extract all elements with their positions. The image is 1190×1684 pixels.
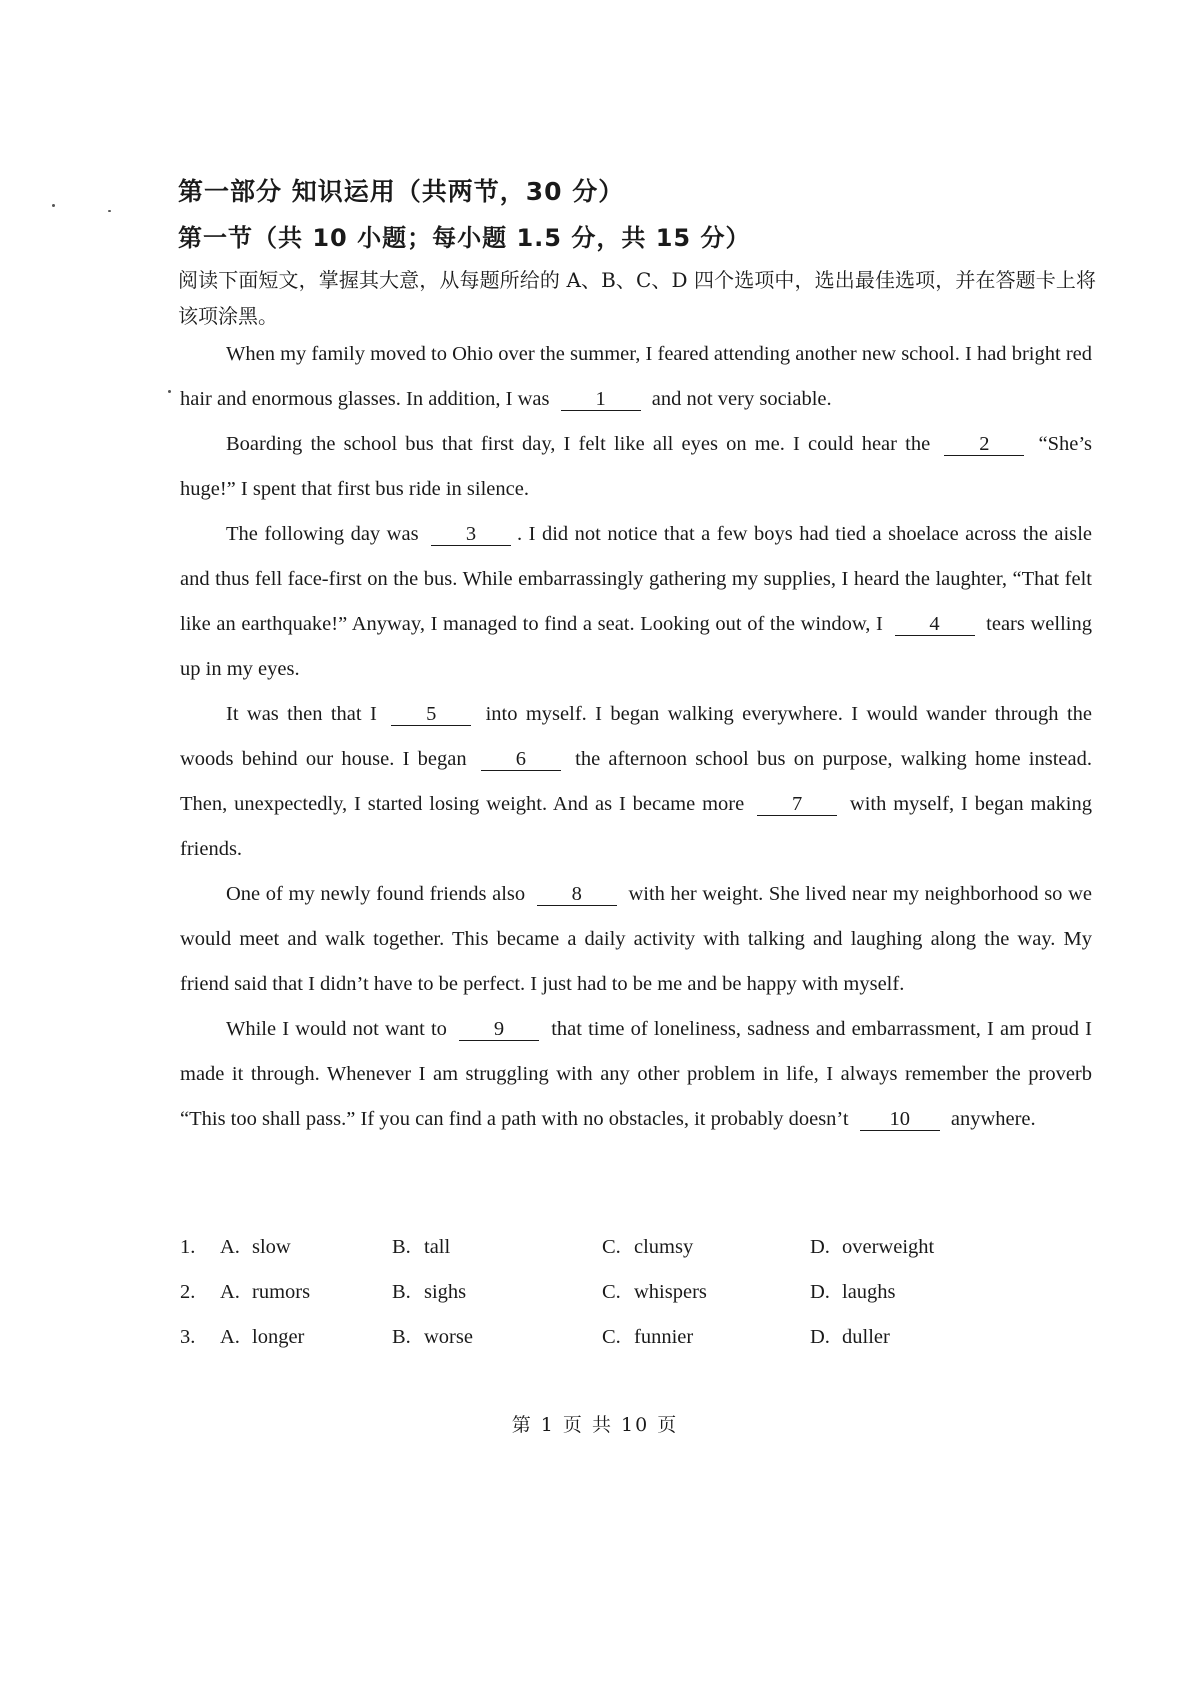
passage-text: It was then that I (226, 703, 386, 725)
blank-3: 3 (431, 523, 511, 546)
option-b (392, 1326, 473, 1349)
passage-text: When my family moved to Ohio over the summer, I feared attending another new school. I had bright red hair and enormous glasses. In addition, I was (180, 343, 1092, 410)
passage-text: the afternoon school bus on purpose, walking home instead. Then, unexpectedly, I started losing weight. And as I became more (180, 748, 1092, 815)
option-text: tall (424, 1236, 451, 1258)
option-letter: B. (392, 1236, 411, 1258)
blank-4: 4 (895, 613, 975, 636)
option-letter: C. (602, 1326, 621, 1348)
blank-1: 1 (561, 388, 641, 411)
passage-text: and not very sociable. (646, 388, 832, 410)
option-text: overweight (842, 1236, 935, 1258)
passage-text: . I did not notice that a few boys had tied a shoelace across the aisle and thus fell face-first on the bus. While embarrassingly gathering my supplies, I heard the laughter, “That felt like an earthquake!” Anyway, I managed to find a seat. Looking out of the window, I (180, 523, 1092, 635)
option-a (180, 1236, 291, 1259)
option-c (602, 1326, 693, 1349)
option-a (180, 1281, 310, 1304)
passage-paragraph (180, 872, 1092, 1007)
blank-6: 6 (481, 748, 561, 771)
question-number: 3. (180, 1326, 196, 1348)
answer-options (180, 1236, 1092, 1371)
option-letter: B. (392, 1326, 411, 1348)
instructions: 阅读下面短文，掌握其大意，从每题所给的 A、B、C、D 四个选项中，选出最佳选项，并在答题卡上将该项涂黑。 (178, 268, 1096, 328)
passage-text: One of my newly found friends also (226, 883, 531, 905)
passage-text: with myself, I began making friends. (180, 793, 1092, 860)
passage-text: Boarding the school bus that first day, I felt like all eyes on me. I could hear the (226, 433, 939, 455)
option-text: laughs (842, 1281, 896, 1303)
question-row (180, 1326, 1092, 1371)
passage-paragraph (180, 422, 1092, 512)
option-d (810, 1236, 934, 1259)
option-letter: A. (220, 1326, 240, 1348)
option-letter: A. (220, 1281, 240, 1303)
passage-paragraph (180, 332, 1092, 422)
blank-9: 9 (459, 1018, 539, 1041)
option-letter: C. (602, 1236, 621, 1258)
scan-speck (52, 204, 55, 207)
blank-8: 8 (537, 883, 617, 906)
option-d (810, 1326, 890, 1349)
option-letter: C. (602, 1281, 621, 1303)
blank-7: 7 (757, 793, 837, 816)
option-letter: D. (810, 1236, 830, 1258)
passage-text: into myself. I began walking everywhere. I would wander through the woods behind our house. I began (180, 703, 1092, 770)
passage-paragraph (180, 692, 1092, 872)
option-letter: D. (810, 1326, 830, 1348)
option-text: slow (252, 1236, 291, 1258)
blank-5: 5 (391, 703, 471, 726)
option-b (392, 1281, 466, 1304)
passage-text: anywhere. (945, 1108, 1036, 1130)
option-text: duller (842, 1326, 890, 1348)
option-letter: D. (810, 1281, 830, 1303)
option-text: sighs (424, 1281, 467, 1303)
blank-2: 2 (944, 433, 1024, 456)
option-c (602, 1236, 693, 1259)
passage-text: “She’s huge!” I spent that first bus ride in silence. (180, 433, 1092, 500)
passage-text: with her weight. She lived near my neighborhood so we would meet and walk together. This became a daily activity with talking and laughing along the way. My friend said that I didn’t have to be perfect. I just had to be me and be happy with myself. (180, 883, 1092, 995)
question-row (180, 1236, 1092, 1281)
option-a (180, 1326, 304, 1349)
passage-paragraph (180, 512, 1092, 692)
option-text: funnier (634, 1326, 694, 1348)
scan-speck (108, 210, 111, 212)
page-footer: 第 1 页 共 10 页 (511, 1414, 679, 1436)
option-text: worse (424, 1326, 473, 1348)
question-number: 1. (180, 1236, 196, 1258)
option-text: rumors (252, 1281, 311, 1303)
option-letter: B. (392, 1281, 411, 1303)
passage-text: While I would not want to (226, 1018, 454, 1040)
cloze-passage (180, 332, 1092, 1142)
passage-text: tears welling up in my eyes. (180, 613, 1092, 680)
question-number: 2. (180, 1281, 196, 1303)
passage-paragraph (180, 1007, 1092, 1142)
blank-10: 10 (860, 1108, 940, 1131)
scan-speck (168, 390, 171, 393)
passage-text: The following day was (226, 523, 426, 545)
passage-text: that time of loneliness, sadness and embarrassment, I am proud I made it through. Whenever I am struggling with any other problem in life, I always remember the proverb “This too shall pass.” If you can find a path with no obstacles, it probably doesn’t (180, 1018, 1093, 1130)
section-title: 第一节（共 10 小题；每小题 1.5 分，共 15 分） (178, 224, 751, 252)
part-title: 第一部分 知识运用（共两节，30 分） (178, 177, 625, 206)
option-c (602, 1281, 707, 1304)
option-text: whispers (634, 1281, 707, 1303)
option-d (810, 1281, 896, 1304)
question-row (180, 1281, 1092, 1326)
option-text: longer (252, 1326, 305, 1348)
option-text: clumsy (634, 1236, 694, 1258)
option-letter: A. (220, 1236, 240, 1258)
option-b (392, 1236, 450, 1259)
